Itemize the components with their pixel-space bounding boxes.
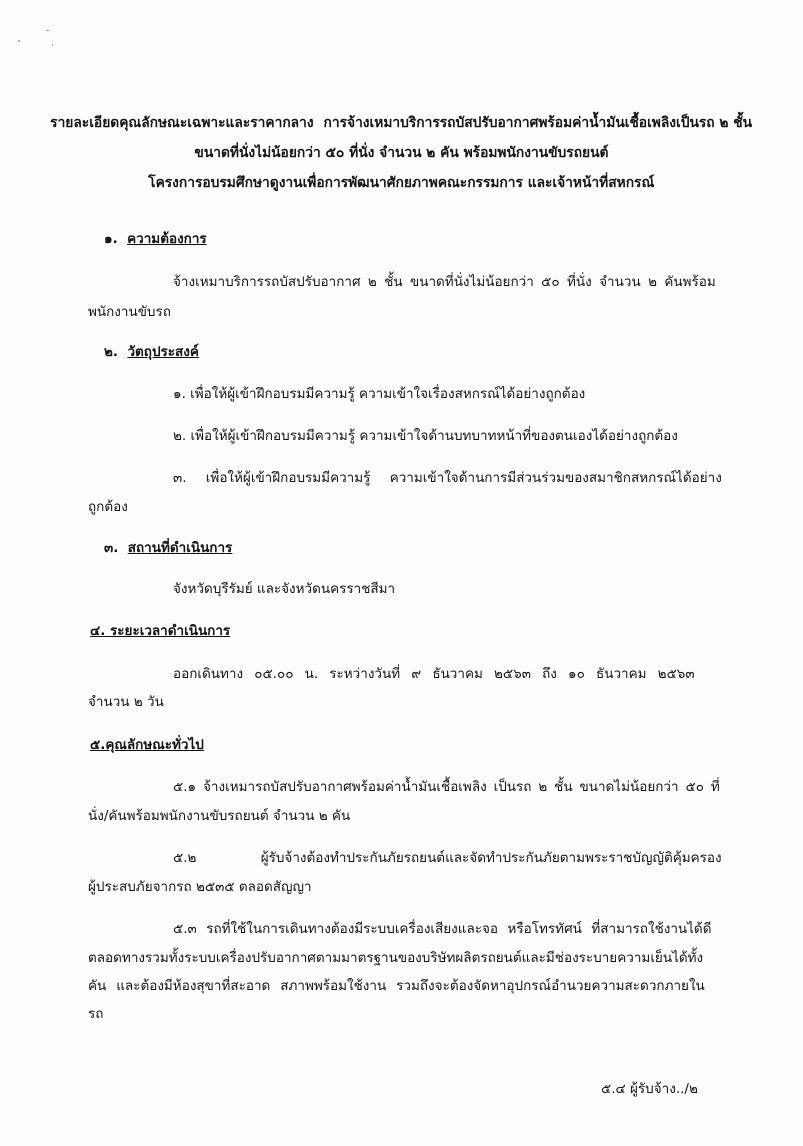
section-4-body-line-1: ออกเดินทาง ๐๕.๐๐ น. ระหว่างวันที่ ๙ ธันวาคม ๒๕๖๓ ถึง ๑๐ ธันวาคม ๒๕๖๓: [173, 666, 695, 682]
spec-5-1-line-2: นั่ง/คันพร้อมพนักงานขับรถยนต์ จำนวน ๒ คัน: [88, 808, 351, 824]
objective-item-1: ๑. เพื่อให้ผู้เข้าฝึกอบรมมีความรู้ ความเข้าใจเรื่องสหกรณ์ได้อย่างถูกต้อง: [173, 386, 586, 402]
title-line-4: โครงการอบรมศึกษาดูงานเพื่อการพัฒนาศักยภาพคณะกรรมการ และเจ้าหน้าที่สหกรณ์: [148, 175, 655, 191]
section-3-body: จังหวัดบุรีรัมย์ และจังหวัดนครราชสีมา: [173, 581, 396, 597]
section-4-heading: [90, 621, 230, 641]
scan-speck: [18, 40, 20, 42]
section-4-title: ๔. ระยะเวลาดำเนินการ: [90, 623, 231, 639]
title-line-2: การจ้างเหมาบริการรถบัสปรับอากาศพร้อมค่าน้ำมันเชื้อเพลิงเป็นรถ ๒ ชั้น: [323, 115, 752, 131]
page-continuation-note: ๕.๔ ผู้รับจ้าง../๒: [601, 1081, 698, 1097]
section-5-title: ๕.คุณลักษณะทั่วไป: [90, 737, 204, 753]
spec-5-3-line-4: รถ: [88, 1006, 104, 1022]
scan-speck: [52, 44, 53, 46]
spec-5-1-line-1: ๕.๑ จ้างเหมารถบัสปรับอากาศพร้อมค่าน้ำมันเชื้อเพลิง เป็นรถ ๒ ชั้น ขนาดไม่น้อยกว่า ๕๐ ที่: [173, 779, 720, 795]
section-2-heading: [104, 342, 199, 362]
section-1-body-line-2: พนักงานขับรถ: [88, 304, 171, 320]
spec-5-3-line-3: คัน และต้องมีห้องสุขาที่สะอาด สภาพพร้อมใช้งาน รวมถึงจะต้องจัดหาอุปกรณ์อำนวยความสะดวกภายใน: [88, 978, 705, 994]
section-2-number: ๒.: [104, 344, 119, 360]
section-1-number: ๑.: [104, 231, 118, 247]
spec-5-2-line-1: ๕.๒ ผู้รับจ้างต้องทำประกันภัยรถยนต์และจัดทำประกันภัยตามพระราชบัญญัติคุ้มครอง: [173, 850, 722, 866]
objective-item-2: ๒. เพื่อให้ผู้เข้าฝึกอบรมมีความรู้ ความเข้าใจด้านบทบาทหน้าที่ของตนเองได้อย่างถูกต้อง: [173, 428, 678, 444]
section-1-body-line-1: จ้างเหมาบริการรถบัสปรับอากาศ ๒ ชั้น ขนาดที่นั่งไม่น้อยกว่า ๕๐ ที่นั่ง จำนวน ๒ คันพร้อม: [173, 274, 716, 290]
objective-item-3-line-2: ถูกต้อง: [88, 499, 128, 515]
section-3-number: ๓.: [104, 540, 119, 556]
objective-item-3-line-1: ๓. เพื่อให้ผู้เข้าฝึกอบรมมีความรู้ ความเข้าใจด้านการมีส่วนร่วมของสมาชิกสหกรณ์ได้อย่าง: [173, 470, 722, 486]
section-1-heading: [104, 229, 207, 249]
section-3-title: สถานที่ดำเนินการ: [127, 540, 233, 556]
title-line-1: รายละเอียดคุณลักษณะเฉพาะและราคากลาง: [49, 115, 314, 131]
spec-5-3-line-2: ตลอดทางรวมทั้งระบบเครื่องปรับอากาศตามมาตรฐานของบริษัทผลิตรถยนต์และมีช่องระบายความเย็นได้ทั้ง: [88, 950, 704, 966]
spec-5-2-line-2: ผู้ประสบภัยจากรถ ๒๕๓๕ ตลอดสัญญา: [88, 879, 312, 895]
title-line-3: ขนาดที่นั่งไม่น้อยกว่า ๕๐ ที่นั่ง จำนวน ๒ คัน พร้อมพนักงานขับรถยนต์: [194, 145, 609, 161]
document-title: [0, 108, 803, 198]
spec-5-3-line-1: ๕.๓ รถที่ใช้ในการเดินทางต้องมีระบบเครื่องเสียงและจอ หรือโทรทัศน์ ที่สามารถใช้งานได้ดี: [173, 921, 712, 937]
section-3-heading: [104, 538, 232, 558]
scan-speck: [46, 30, 49, 31]
section-1-title: ความต้องการ: [127, 231, 207, 247]
section-5-heading: [90, 735, 204, 755]
section-2-title: วัตถุประสงค์: [127, 344, 199, 360]
section-4-body-line-2: จำนวน ๒ วัน: [88, 694, 164, 710]
